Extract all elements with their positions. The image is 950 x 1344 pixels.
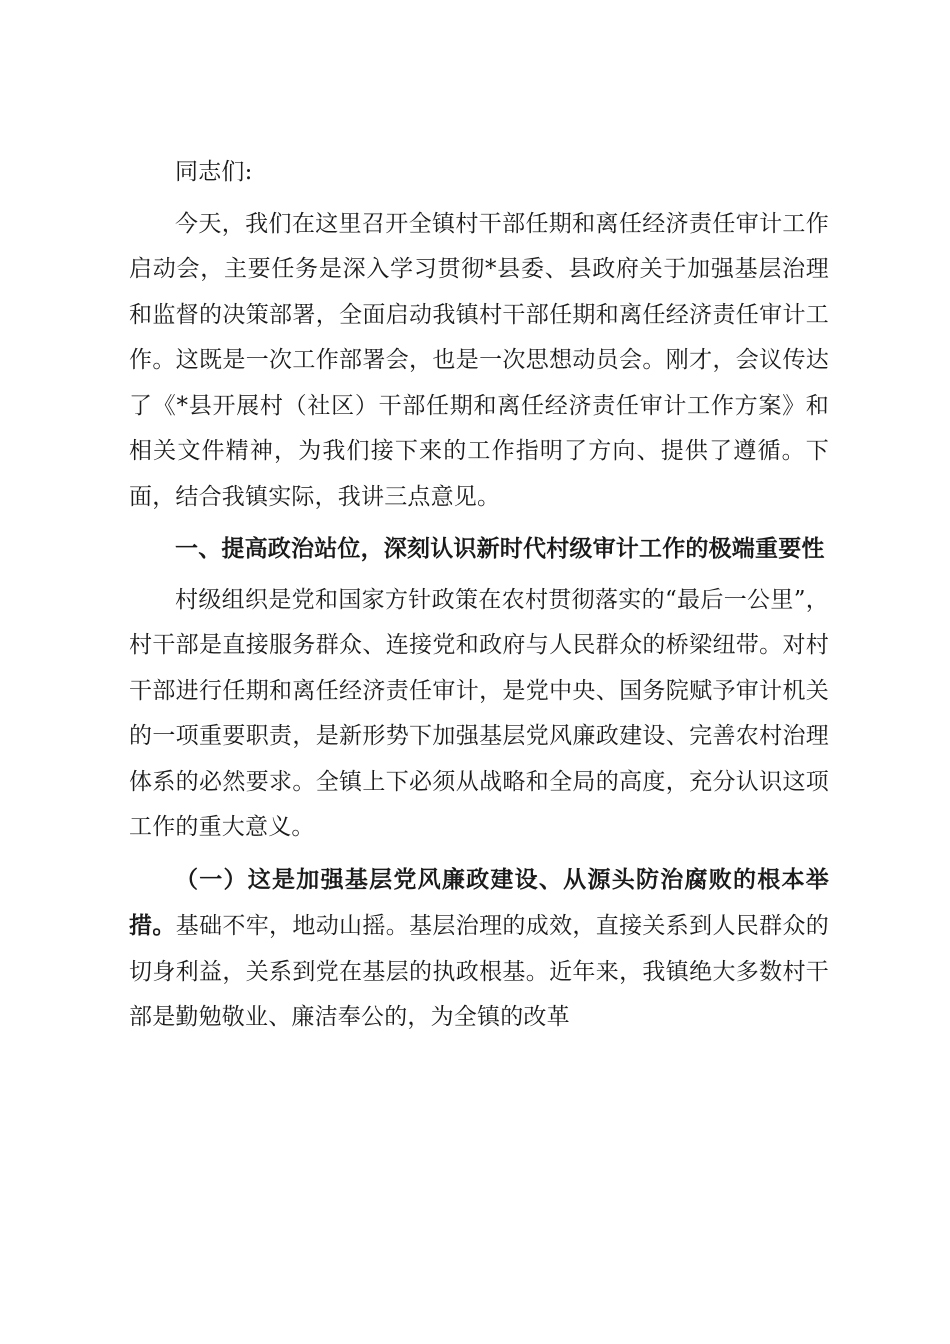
section-heading-1: 一、提高政治站位，深刻认识新时代村级审计工作的极端重要性	[175, 535, 825, 562]
subsection-body-1: 基础不牢，地动山摇。基层治理的成效，直接关系到人民群众的切身利益，关系到党在基层的执政根基。近年来，我镇绝大多数村干部是勤勉敬业、廉洁奉公的，为全镇的改革	[129, 913, 829, 1030]
document-body	[129, 150, 829, 1041]
subsection-heading-1: （一）这是加强基层党风廉政建设、从源头防治腐败的根本举措。	[129, 865, 829, 939]
paragraph-intro: 今天，我们在这里召开全镇村干部任期和离任经济责任审计工作启动会，主要任务是深入学习贯彻*县委、县政府关于加强基层治理和监督的决策部署，全面启动我镇村干部任期和离任经济责任审计工作。这既是一次工作部署会，也是一次思想动员会。刚才，会议传达了《*县开展村（社区）干部任期和离任经济责任审计工作方案》和相关文件精神，为我们接下来的工作指明了方向、提供了遵循。下面，结合我镇实际，我讲三点意见。	[129, 210, 829, 510]
greeting: 同志们:	[175, 159, 253, 185]
paragraph-subsection-1	[129, 857, 829, 1041]
paragraph-significance: 村级组织是党和国家方针政策在农村贯彻落实的“最后一公里”，村干部是直接服务群众、连接党和政府与人民群众的桥梁纽带。对村干部进行任期和离任经济责任审计，是党中央、国务院赋予审计机关的一项重要职责，是新形势下加强基层党风廉政建设、完善农村治理体系的必然要求。全镇上下必须从战略和全局的高度，充分认识这项工作的重大意义。	[129, 586, 829, 840]
